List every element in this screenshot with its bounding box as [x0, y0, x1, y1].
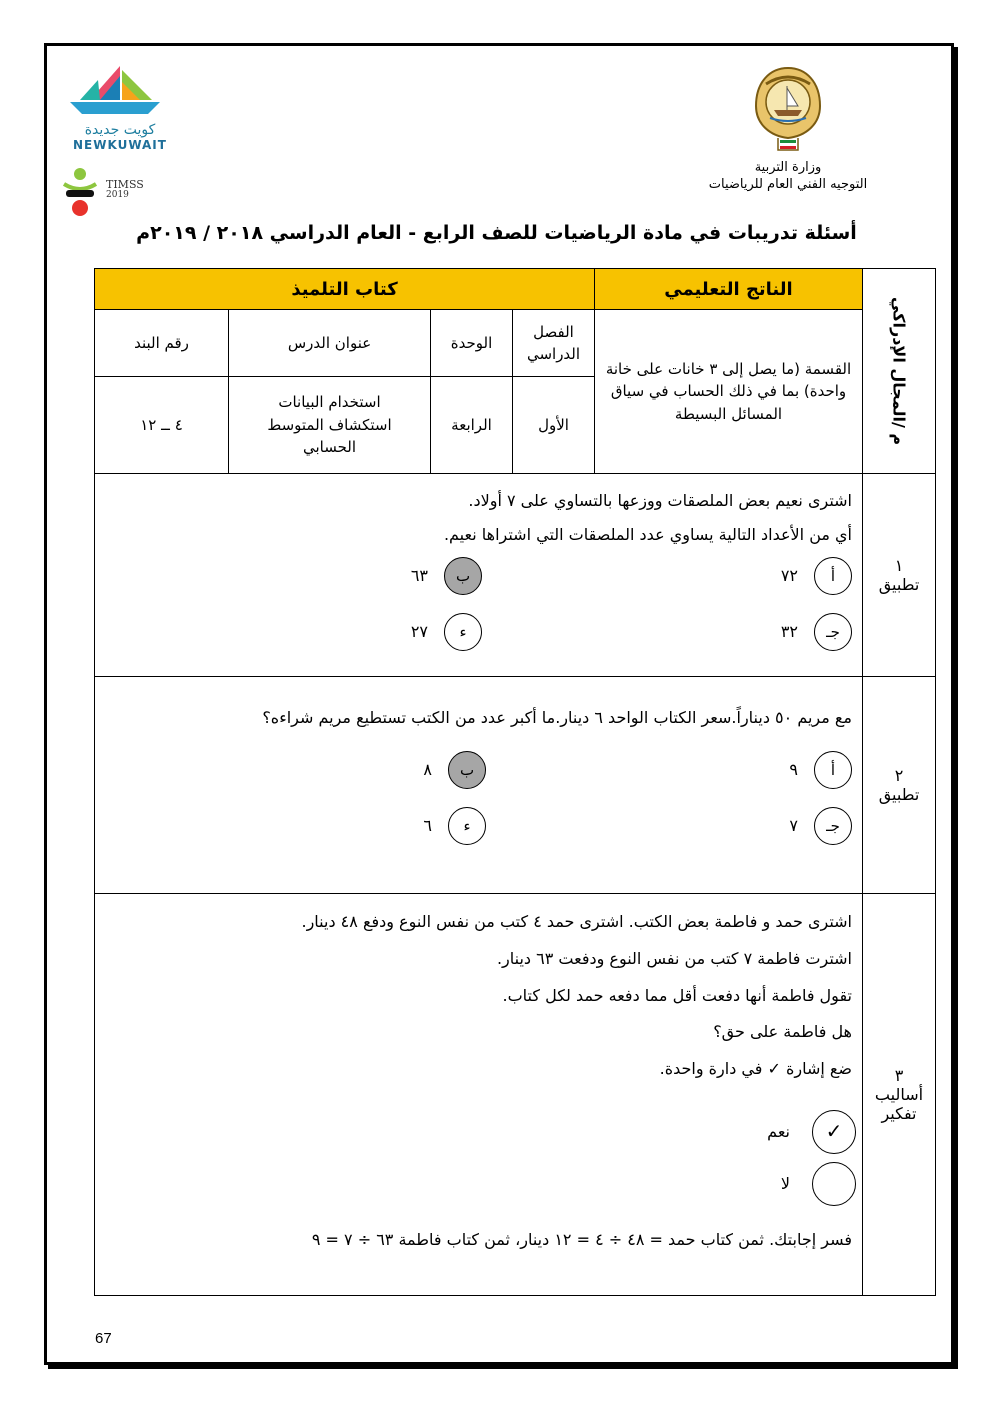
outcome-text: القسمة (ما يصل إلى ٣ خانات على خانة واحدة) بما في ذلك الحساب في سياق المسائل البسيطة [595, 310, 863, 474]
question-1-line-2: أي من الأعداد التالية يساوي عدد الملصقات التي اشتراها نعيم. [443, 525, 852, 545]
new-kuwait-arabic: كويت جديدة [84, 122, 156, 138]
semester-header: الفصل الدراسي [513, 310, 595, 377]
question-2-option-b[interactable] [423, 751, 486, 789]
option-value: ٦ [423, 816, 432, 836]
timss-label: TIMSS [106, 178, 144, 191]
kuwait-emblem-icon [750, 62, 826, 152]
question-3-domain-cell [863, 894, 936, 1296]
unit-value: الرابعة [431, 377, 513, 474]
question-2-number: ٢ [894, 766, 904, 785]
question-3 [95, 894, 863, 1296]
question-1-domain-cell [863, 474, 936, 677]
question-3-line-1: اشترى حمد و فاطمة بعض الكتب. اشترى حمد ٤ كتب من نفس النوع ودفع ٤٨ دينار. [301, 912, 852, 931]
option-letter: ء [448, 807, 486, 845]
timss-figure-icon [60, 162, 100, 218]
option-letter-selected: ب [448, 751, 486, 789]
option-letter: جـ [814, 807, 852, 845]
lesson-value: استخدام البيانات استكشاف المتوسط الحسابي [229, 377, 431, 474]
ministry-header [678, 62, 898, 192]
question-1-option-a[interactable] [781, 557, 852, 595]
question-3-line-2: اشترت فاطمة ٧ كتب من نفس النوع ودفعت ٦٣ دينار. [496, 948, 852, 968]
new-kuwait-english: NEWKUWAIT [73, 138, 167, 152]
guidance-name: التوجيه الفني العام للرياضيات [708, 177, 868, 192]
option-letter: أ [814, 557, 852, 595]
question-2-line-1: مع مريم ٥٠ ديناراً.سعر الكتاب الواحد ٦ دينار.ما أكبر عدد من الكتب تستطيع مريم شراءه؟ [262, 708, 852, 727]
timss-year: 2019 [106, 190, 129, 201]
option-value: ٧٢ [780, 565, 798, 585]
document-title: أسئلة تدريبات في مادة الرياضيات للصف الرابع - العام الدراسي ٢٠١٨ / ٢٠١٩م [136, 222, 857, 244]
timss-logo [60, 162, 180, 218]
question-1-domain: تطبيق [878, 575, 920, 594]
option-letter-selected: ب [444, 557, 482, 595]
question-2-domain-cell [863, 677, 936, 894]
option-value: ٦٣ [410, 565, 428, 585]
question-1-option-c[interactable] [781, 613, 852, 651]
question-1-line-1: اشترى نعيم بعض الملصقات ووزعها بالتساوي على ٧ أولاد. [468, 491, 852, 510]
cognitive-domain-header [863, 269, 936, 474]
question-2-domain: تطبيق [878, 785, 920, 804]
option-value: ٩ [789, 760, 798, 780]
question-3-line-4: هل فاطمة على حق؟ [713, 1022, 852, 1042]
question-2-option-d[interactable] [423, 807, 486, 845]
question-2 [95, 677, 863, 894]
question-1-option-b[interactable] [411, 557, 482, 595]
new-kuwait-logo-icon [60, 62, 170, 120]
ministry-name: وزارة التربية [754, 160, 822, 175]
question-1-number: ١ [894, 556, 904, 575]
question-3-number: ٣ [894, 1066, 904, 1085]
check-circle: ✓ [812, 1110, 856, 1154]
unit-header: الوحدة [431, 310, 513, 377]
question-3-line-3: تقول فاطمة أنها دفعت أقل مما دفعه حمد لكل كتاب. [502, 985, 852, 1005]
cognitive-domain-label: م /المجال الإدراكي [889, 296, 909, 446]
student-book-header: كتاب التلميذ [95, 269, 595, 310]
item-value: ٤ ــ ١٢ [95, 377, 229, 474]
logos-header [60, 62, 180, 218]
choice-no[interactable] [109, 1162, 856, 1206]
question-3-line-5: ضع إشارة ✓ في دارة واحدة. [659, 1059, 852, 1079]
page-number: 67 [95, 1330, 112, 1347]
option-value: ٧ [789, 816, 798, 836]
question-2-option-c[interactable] [789, 807, 852, 845]
option-value: ٣٢ [780, 621, 798, 641]
questions-table [94, 268, 936, 1296]
option-letter: ء [444, 613, 482, 651]
option-letter: جـ [814, 613, 852, 651]
option-value: ٨ [423, 760, 432, 780]
outcome-header: الناتج التعليمي [595, 269, 863, 310]
question-3-explanation: فسر إجابتك. ثمن كتاب حمد = ٤٨ ÷ ٤ = ١٢ دينار، ثمن كتاب فاطمة ٦٣ ÷ ٧ = ٩ [311, 1229, 852, 1249]
lesson-header: عنوان الدرس [229, 310, 431, 377]
question-1-option-d[interactable] [411, 613, 482, 651]
question-3-domain: أساليب تفكير [874, 1085, 924, 1123]
semester-value: الأول [513, 377, 595, 474]
option-value: ٢٧ [410, 621, 428, 641]
choice-no-label: لا [780, 1173, 790, 1193]
option-letter: أ [814, 751, 852, 789]
choice-yes[interactable] [109, 1110, 856, 1154]
choice-yes-label: نعم [767, 1121, 790, 1141]
question-1 [95, 474, 863, 677]
check-circle [812, 1162, 856, 1206]
question-2-option-a[interactable] [789, 751, 852, 789]
item-header: رقم البند [95, 310, 229, 377]
